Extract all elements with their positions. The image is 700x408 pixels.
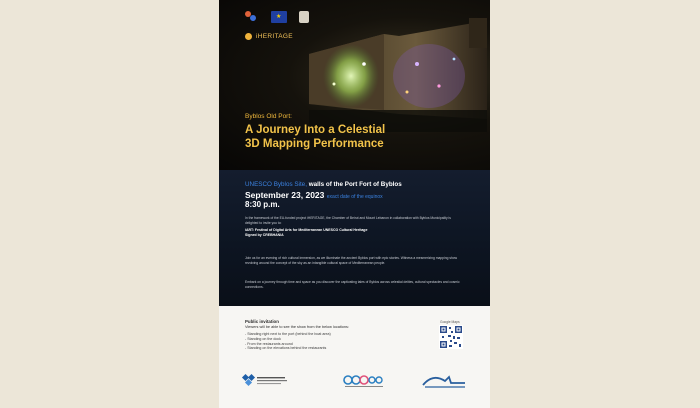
qr-label: Google Maps xyxy=(440,320,460,324)
description-paragraph-1: Join us for an evening of rich cultural immersion, as we illuminate the ancient Byblos port with epic stories. Witness a mesmerizing mapping show revolving around the concept of the sky as an intangible cultural space of Mediterranean people. xyxy=(245,256,458,265)
location-main: walls of the Port Fort of Byblos xyxy=(308,181,402,188)
invitation-title: Public invitation xyxy=(245,319,279,324)
fort-projection-image xyxy=(289,14,489,134)
invitation-subtitle: Viewers will be able to see the show from the below locations: xyxy=(245,325,349,329)
event-poster xyxy=(219,0,490,408)
poster-hero xyxy=(219,0,490,170)
list-item: - From the restaurants around xyxy=(245,341,293,346)
list-item: - Standing on the dock xyxy=(245,336,281,341)
poster-title xyxy=(245,124,465,151)
event-details xyxy=(219,170,490,306)
byblos-municipality-logo xyxy=(423,377,465,387)
invitation-section xyxy=(219,306,490,408)
iheritage-brand xyxy=(245,33,293,40)
event-date xyxy=(245,190,383,200)
qr-code-icon[interactable] xyxy=(439,325,463,349)
chamber-commerce-logo xyxy=(242,374,287,386)
title-line-1: A Journey Into a Celestial xyxy=(245,124,386,136)
intro-text: In the framework of the EU-funded project iHERITAGE, the Chamber of Beirut and Mount Lebanon in collaboration with Byblos Municipality is delighted to invite you to: xyxy=(245,216,451,225)
location-prefix: UNESCO Byblos Site, xyxy=(245,181,307,188)
iheritage-logo-icon xyxy=(245,33,252,40)
list-item: - Standing on the elevations behind the restaurants xyxy=(245,346,327,351)
title-line-2: 3D Mapping Performance xyxy=(245,137,384,150)
list-item: - Standing right next to the port (behind the boat area) xyxy=(245,332,331,336)
partner-logos-bottom xyxy=(219,367,490,401)
viewing-locations-list xyxy=(245,332,331,351)
event-location xyxy=(245,181,402,188)
date-value: September 23, 2023 xyxy=(245,190,325,200)
poster-subtitle: Byblos Old Port: xyxy=(245,113,292,120)
chamber-logo xyxy=(245,11,259,23)
brand-label: iHERITAGE xyxy=(256,33,293,40)
event-name: iART: Festival of Digital Arts for Mediterranean UNESCO Cultural Heritage xyxy=(245,228,368,232)
date-note: exact date of the equinox xyxy=(326,194,383,200)
eu-flag-icon xyxy=(271,11,287,23)
description-paragraph-2: Embark on a journey through time and space as you discover the captivating tales of Byblos across celestial deities, cultural spectacles and cosmic connections. xyxy=(245,280,460,289)
crebhania-logo xyxy=(344,376,383,387)
event-time: 8:30 p.m. xyxy=(245,200,280,209)
event-signature: Signed by CREBHANIA xyxy=(245,233,284,237)
